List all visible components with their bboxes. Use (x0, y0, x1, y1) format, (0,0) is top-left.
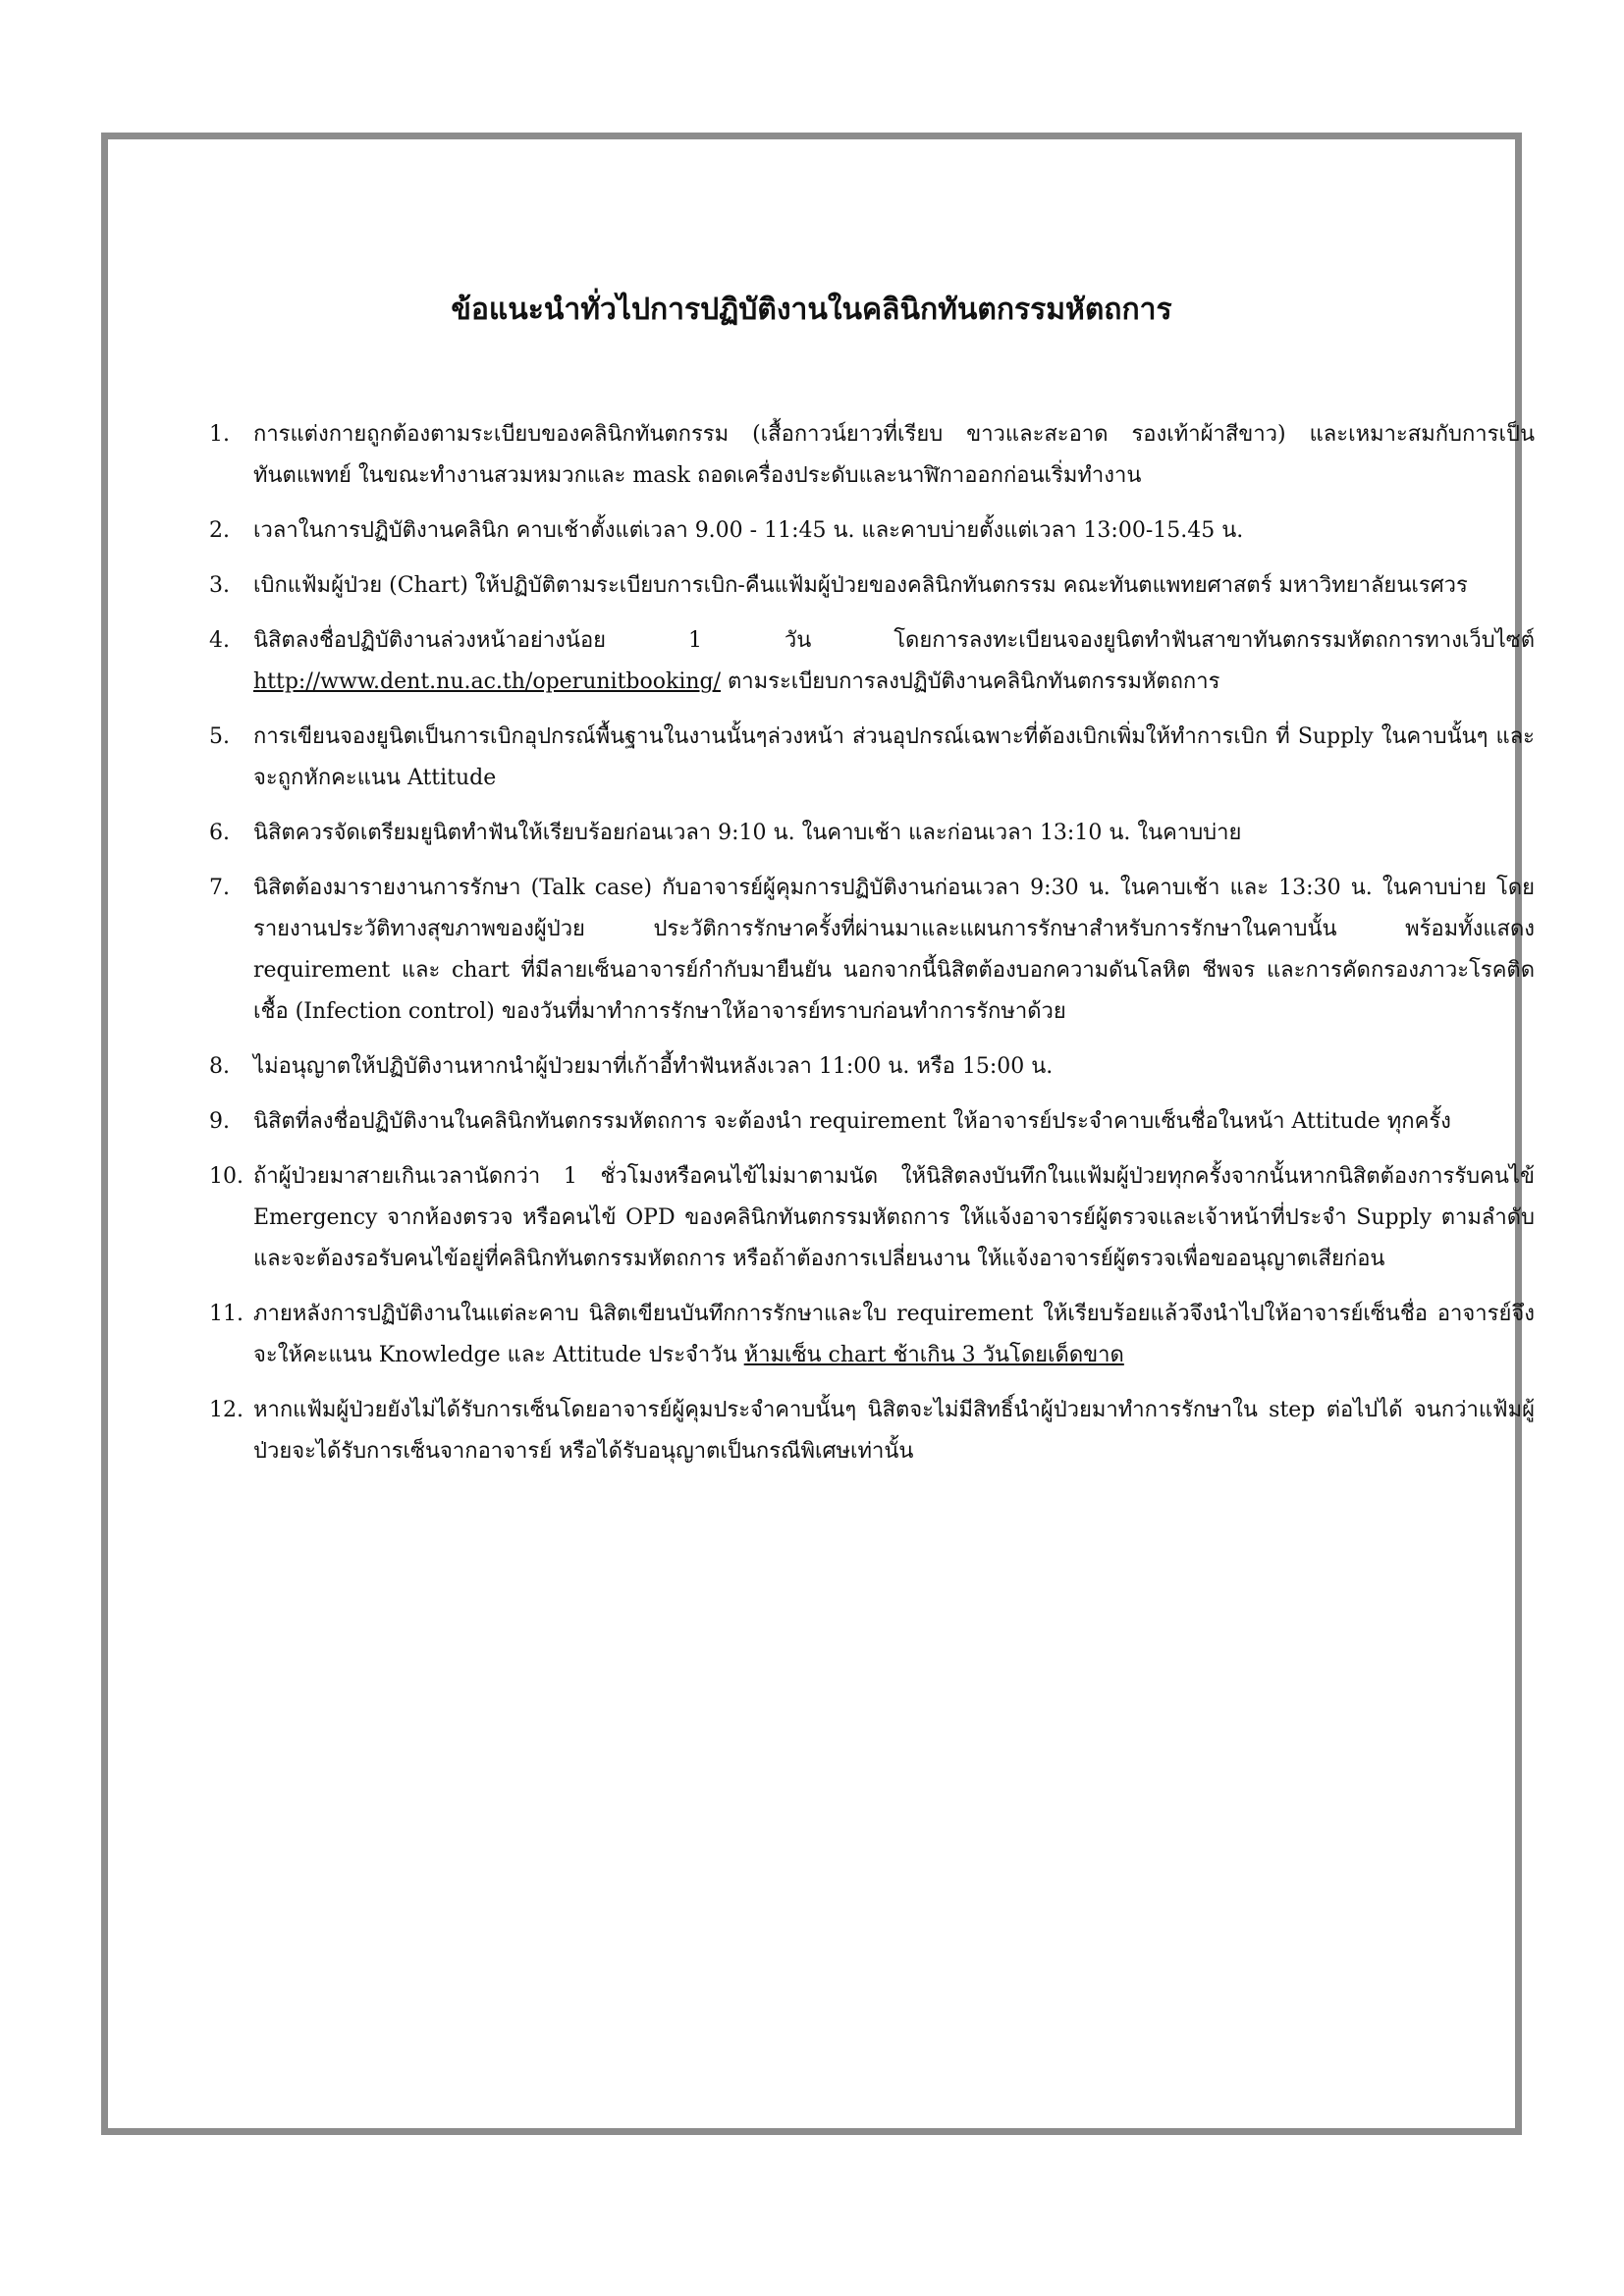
list-item (209, 1156, 1535, 1280)
list-item (209, 813, 1535, 854)
booking-link[interactable]: http://www.dent.nu.ac.th/operunitbooking/ (253, 669, 722, 694)
item-text: การแต่งกายถูกต้องตามระเบียบของคลินิกทันตกรรม (เสื้อกาวน์ยาวที่เรียบ ขาวและสะอาด รองเท้าผ้าสีขาว) และเหมาะสมกับการเป็นทันตแพทย์ ในขณะทำงานสวมหมวกและ mask ถอดเครื่องประดับและนาฬิกาออกก่อนเริ่มทำงาน (253, 422, 1535, 488)
underlined-warning: ห้ามเซ็น chart ช้าเกิน 3 วันโดยเด็ดขาด (743, 1343, 1124, 1367)
list-item (209, 414, 1535, 497)
item-number: 5. (209, 724, 230, 749)
item-number: 10. (209, 1164, 244, 1189)
item-number: 1. (209, 422, 230, 447)
item-text: นิสิตต้องมารายงานการรักษา (Talk case) กับอาจารย์ผู้คุมการปฏิบัติงานก่อนเวลา 9:30 น. ในคาบเช้า และ 13:30 น. ในคาบบ่าย โดยรายงานประวัติทางสุขภาพของผู้ป่วย ประวัติการรักษาครั้งที่ผ่านมาและแผนการรักษาสำหรับการรักษาในคาบนั้น พร้อมทั้งแสดง requirement และ chart ที่มีลายเซ็นอาจารย์กำกับมายืนยัน นอกจากนี้นิสิตต้องบอกความดันโลหิต ชีพจร และการคัดกรองภาวะโรคติดเชื้อ (Infection control) ของวันที่มาทำการรักษาให้อาจารย์ทราบก่อนทำการรักษาด้วย (253, 876, 1535, 1024)
item-number: 12. (209, 1398, 244, 1422)
item-number: 3. (209, 573, 230, 598)
item-text-after-link: ตามระเบียบการลงปฏิบัติงานคลินิกทันตกรรมหัตถการ (721, 669, 1220, 694)
list-item (209, 868, 1535, 1033)
item-text: การเขียนจองยูนิตเป็นการเบิกอุปกรณ์พื้นฐานในงานนั้นๆล่วงหน้า ส่วนอุปกรณ์เฉพาะที่ต้องเบิกเพิ่มให้ทำการเบิก ที่ Supply ในคาบนั้นๆ และจะถูกหักคะแนน Attitude (253, 724, 1535, 790)
item-text: นิสิตลงชื่อปฏิบัติงานล่วงหน้าอย่างน้อย 1 วัน โดยการลงทะเบียนจองยูนิตทำฟันสาขาทันตกรรมหัตถการทางเว็บไซต์ (253, 628, 1535, 653)
item-text: เวลาในการปฏิบัติงานคลินิก คาบเช้าตั้งแต่เวลา 9.00 - 11:45 น. และคาบบ่ายตั้งแต่เวลา 13:00-15.45 น. (253, 518, 1244, 543)
item-number: 8. (209, 1054, 230, 1079)
page-border (101, 133, 1535, 2135)
item-number: 7. (209, 876, 230, 900)
item-text: นิสิตที่ลงชื่อปฏิบัติงานในคลินิกทันตกรรมหัตถการ จะต้องนำ requirement ให้อาจารย์ประจำคาบเซ็นชื่อในหน้า Attitude ทุกครั้ง (253, 1109, 1451, 1134)
item-text: ไม่อนุญาตให้ปฏิบัติงานหากนำผู้ป่วยมาที่เก้าอี้ทำฟันหลังเวลา 11:00 น. หรือ 15:00 น. (253, 1054, 1054, 1079)
list-item (209, 1101, 1535, 1143)
item-number: 9. (209, 1109, 230, 1134)
item-number: 4. (209, 628, 230, 653)
list-item (209, 620, 1535, 703)
item-text: เบิกแฟ้มผู้ป่วย (Chart) ให้ปฏิบัติตามระเบียบการเบิก-คืนแฟ้มผู้ป่วยของคลินิกทันตกรรม คณะทันตแพทยศาสตร์ มหาวิทยาลัยนเรศวร (253, 573, 1468, 598)
item-number: 6. (209, 821, 230, 845)
list-item (209, 1046, 1535, 1088)
list-item (209, 1390, 1535, 1472)
item-text: นิสิตควรจัดเตรียมยูนิตทำฟันให้เรียบร้อยก่อนเวลา 9:10 น. ในคาบเช้า และก่อนเวลา 13:10 น. ในคาบบ่าย (253, 821, 1242, 845)
item-number: 11. (209, 1302, 244, 1326)
list-item (209, 510, 1535, 552)
item-text: หากแฟ้มผู้ป่วยยังไม่ได้รับการเซ็นโดยอาจารย์ผู้คุมประจำคาบนั้นๆ นิสิตจะไม่มีสิทธิ์นำผู้ป่วยมาทำการรักษาใน step ต่อไปได้ จนกว่าแฟ้มผู้ป่วยจะได้รับการเซ็นจากอาจารย์ หรือได้รับอนุญาตเป็นกรณีพิเศษเท่านั้น (253, 1398, 1535, 1464)
item-text: ถ้าผู้ป่วยมาสายเกินเวลานัดกว่า 1 ชั่วโมงหรือคนไข้ไม่มาตามนัด ให้นิสิตลงบันทึกในแฟ้มผู้ป่วยทุกครั้งจากนั้นหากนิสิตต้องการรับคนไข้ Emergency จากห้องตรวจ หรือคนไข้ OPD ของคลินิกทันตกรรมหัตถการ ให้แจ้งอาจารย์ผู้ตรวจและเจ้าหน้าที่ประจำ Supply ตามลำดับและจะต้องรอรับคนไข้อยู่ที่คลินิกทันตกรรมหัตถการ หรือถ้าต้องการเปลี่ยนงาน ให้แจ้งอาจารย์ผู้ตรวจเพื่อขออนุญาตเสียก่อน (253, 1164, 1535, 1271)
item-text: ภายหลังการปฏิบัติงานในแต่ละคาบ นิสิตเขียนบันทึกการรักษาและใบ requirement ให้เรียบร้อยแล้วจึงนำไปให้อาจารย์เซ็นชื่อ อาจารย์จึงจะให้คะแนน Knowledge และ Attitude ประจำวัน (253, 1302, 1535, 1367)
list-item (209, 1294, 1535, 1376)
list-item (209, 565, 1535, 607)
item-number: 2. (209, 518, 230, 543)
page-title: ข้อแนะนำทั่วไปการปฏิบัติงานในคลินิกทันตกรรมหัตถการ (451, 293, 1172, 327)
guideline-list (209, 414, 1535, 1486)
list-item (209, 717, 1535, 799)
